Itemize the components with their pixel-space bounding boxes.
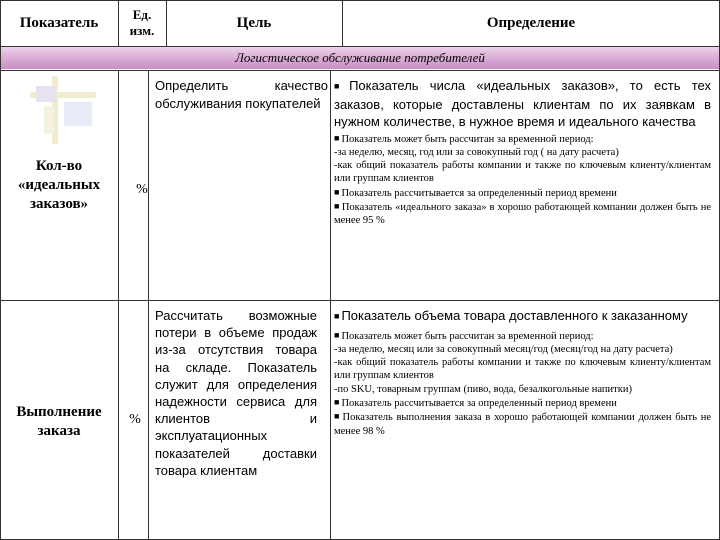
row2-indicator: Выполнение заказа [16,404,102,439]
row2-definition-item: ■ Показатель рассчитывается за определенный период времени [334,396,617,409]
row1-definition-item: -как общий показатель работы компании и также по ключевым клиенту/клиентам или группам клиентов [334,160,711,185]
grid-line [0,70,720,71]
grid-line [330,70,331,540]
header-definition: Определение [486,14,576,31]
grid-line [166,0,167,46]
row2-definition [334,307,711,438]
grid-line [0,0,720,1]
row1-definition [334,77,711,228]
decorative-crosshair-icon [30,76,96,144]
grid-line [0,0,1,540]
row2-unit: % [129,412,141,427]
row2-definition-item: -за неделю, месяц или за совокупный месяц/год (месяц/год на дату расчета) [334,343,673,355]
row1-unit: % [136,182,148,197]
section-title: Логистическое обслуживание потребителей [235,50,485,65]
row1-indicator: Кол-во «идеальных заказов» [17,157,101,212]
header-unit-line1: Ед. [132,7,152,22]
grid-line [0,46,720,47]
grid-line [0,300,720,301]
header-indicator: Показатель [19,14,99,31]
grid-line [148,70,149,540]
row1-definition-item: ■ Показатель рассчитывается за определенный период времени [334,186,617,199]
row1-definition-lead: ■ Показатель числа «идеальных заказов», то есть тех заказов, которые доставлены клиентам по их заявкам в нужном количестве, в нужное время и идеального качества [334,78,711,129]
grid-line [118,70,119,540]
row1-goal: Определить качество обслуживания покупателей [155,78,328,111]
section-band [0,47,720,69]
header-unit-line2: изм. [129,23,155,38]
row2-goal: Рассчитать возможные потери в объеме продаж из-за отсутствия товара на складе. Показатель служит для определения надежности сервиса для клиентов и эксплуатационных показателей доставки товара клиентам [155,308,317,478]
header-unit [118,0,166,46]
header-goal: Цель [236,14,272,31]
row2-definition-lead: ■ Показатель объема товара доставленного к заказанному [334,308,688,323]
row1-definition-item: ■ Показатель «идеального заказа» в хорошо работающей компании должен быть не менее 95 % [334,200,711,227]
row1-definition-item: -за неделю, месяц, год или за совокупный год ( на дату расчета) [334,146,619,158]
row1-definition-item: ■ Показатель может быть рассчитан за временной период: [334,132,594,145]
grid-line [118,0,119,46]
row2-definition-item: -как общий показатель работы компании и также по ключевым клиенту/клиентам или группам клиентов [334,357,711,382]
row2-definition-item: -по SKU, товарным группам (пиво, вода, безалкогольные напитки) [334,383,632,395]
row2-definition-item: ■ Показатель выполнения заказа в хорошо работающей компании должен быть не менее 98 % [334,411,712,437]
row2-definition-item: ■ Показатель может быть рассчитан за временной период: [334,329,594,342]
grid-line [342,0,343,46]
